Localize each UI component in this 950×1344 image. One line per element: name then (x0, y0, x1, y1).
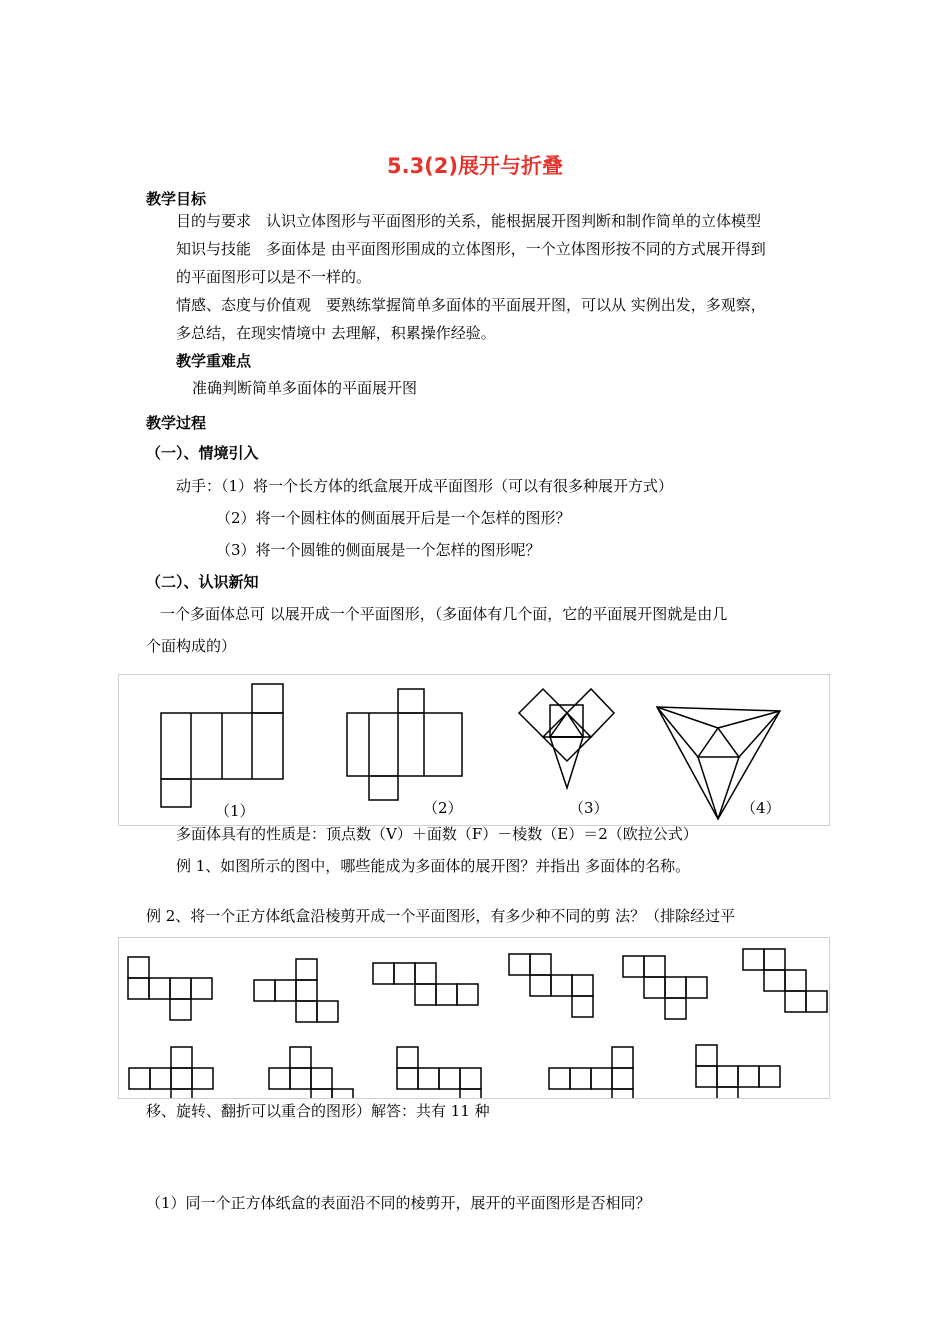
cube-net-square (696, 1066, 717, 1087)
section2-paragraph-line1: 一个多面体总可 以展开成一个平面图形，（多面体有几个面，它的平面展开图就是由几 (160, 605, 728, 623)
cube-net-square (572, 975, 593, 996)
net1-top-face (252, 684, 283, 713)
cube-net-5 (623, 956, 707, 1019)
objective-emotion-line2: 多总结，在现实情境中 去理解，积累操作经验。 (176, 324, 496, 342)
objective-knowledge-line1: 知识与技能 多面体是 由平面图形围成的立体图形，一个立体图形按不同的方式展开得到 (176, 240, 766, 258)
section1-heading: （一）、情境引入 (146, 444, 259, 462)
section2-paragraph-line2: 个面构成的） (146, 637, 237, 655)
cube-net-square (686, 977, 707, 998)
question1-text: （1）同一个正方体纸盒的表面沿不同的棱剪开，展开的平面图形是否相同？ (146, 1194, 651, 1212)
cube-net-square (129, 1068, 150, 1089)
net3-left-square (519, 689, 567, 737)
section2-heading: （二）、认识新知 (146, 573, 259, 591)
cube-net-square (373, 963, 394, 984)
cube-net-square (394, 963, 415, 984)
objective-goal: 目的与要求 认识立体图形与平面图形的关系，能根据展开图判断和制作简单的立体模型 (176, 212, 762, 230)
cube-net-square (149, 978, 170, 999)
cube-net-square (415, 984, 436, 1005)
net-label-1: （1） (215, 802, 255, 820)
cube-net-square (311, 1089, 332, 1098)
cube-net-square (644, 956, 665, 977)
cube-net-square (150, 1068, 171, 1089)
cube-net-8 (269, 1047, 353, 1098)
cube-net-square (418, 1068, 439, 1089)
process-heading: 教学过程 (146, 414, 207, 432)
cube-net-square (509, 954, 530, 975)
cube-net-square (439, 1068, 460, 1089)
example1-text: 例 1、如图所示的图中，哪些能成为多面体的展开图？并指出 多面体的名称。 (176, 857, 691, 875)
net2-bottom-face (369, 776, 398, 800)
cube-net-11 (696, 1045, 780, 1098)
net3-right-square (567, 689, 614, 737)
cube-net-square (460, 1089, 481, 1098)
net2-top-face (398, 689, 424, 713)
section1-item1: 动手：（1）将一个长方体的纸盒展开成平面图形（可以有很多种展开方式） (176, 477, 674, 495)
euler-formula: 多面体具有的性质是：顶点数（V）＋面数（F）－棱数（E）＝2（欧拉公式） (176, 825, 698, 843)
cube-net-square (254, 980, 275, 1001)
cube-net-square (759, 1066, 780, 1087)
cube-net-square (436, 984, 457, 1005)
cube-net-4 (509, 954, 593, 1017)
cube-net-square (460, 1068, 481, 1089)
cube-net-square (171, 1089, 192, 1098)
cube-net-square (397, 1068, 418, 1089)
objective-emotion-line1: 情感、态度与价值观 要熟练掌握简单多面体的平面展开图，可以从 实例出发，多观察， (176, 296, 766, 314)
polyhedron-nets-figure (118, 674, 830, 826)
cube-net-square (549, 1068, 570, 1089)
cube-net-square (128, 978, 149, 999)
cube-net-9 (397, 1047, 481, 1098)
cube-net-square (764, 970, 785, 991)
section1-item2: （2）将一个圆柱体的侧面展开后是一个怎样的图形？ (216, 509, 571, 527)
page-title: 5.3(2)展开与折叠 (386, 154, 563, 178)
objective-knowledge-line2: 的平面图形可以是不一样的。 (176, 268, 372, 286)
cube-net-square (290, 1047, 311, 1068)
cube-net-3 (373, 963, 478, 1005)
net-label-3: （3） (569, 799, 609, 817)
section1-item3: （3）将一个圆锥的侧面展是一个怎样的图形呢？ (216, 541, 541, 559)
cube-net-square (457, 984, 478, 1005)
key-points-heading: 教学重难点 (176, 352, 252, 370)
net1-bottom-face (161, 779, 191, 807)
cube-net-square (572, 996, 593, 1017)
key-points-text: 准确判断简单多面体的平面展开图 (192, 379, 418, 397)
net3-top-triangle (543, 737, 591, 761)
cube-net-square (806, 991, 827, 1012)
cube-net-2 (254, 959, 338, 1022)
cube-net-square (415, 963, 436, 984)
net4-inner-triangle (698, 728, 739, 757)
cube-net-square (696, 1045, 717, 1066)
cube-net-square (717, 1066, 738, 1087)
cube-net-square (623, 956, 644, 977)
cube-nets-drawing (119, 938, 829, 1098)
cube-net-square (665, 998, 686, 1019)
cube-net-square (170, 978, 191, 999)
cube-net-square (785, 991, 806, 1012)
cube-net-square (290, 1068, 311, 1089)
example2-text-line1: 例 2、将一个正方体纸盒沿棱剪开成一个平面图形，有多少种不同的剪 法？（排除经过平 (146, 907, 736, 925)
cube-net-square (570, 1068, 591, 1089)
cube-net-square (551, 975, 572, 996)
cube-net-square (743, 949, 764, 970)
example2-text-line2: 移、旋转、翻折可以重合的图形）解答：共有 11 种 (146, 1102, 490, 1120)
cube-nets-figure (118, 937, 830, 1099)
cube-net-square (128, 957, 149, 978)
cube-net-square (192, 1068, 213, 1089)
cube-net-square (665, 977, 686, 998)
cube-net-square (296, 1001, 317, 1022)
cube-net-square (397, 1047, 418, 1068)
cube-net-7 (129, 1047, 213, 1098)
cube-net-square (785, 970, 806, 991)
cube-net-square (332, 1089, 353, 1098)
cube-net-square (311, 1068, 332, 1089)
net2-body (347, 713, 462, 776)
cube-net-square (612, 1047, 633, 1068)
cube-net-square (296, 959, 317, 980)
cube-net-square (530, 975, 551, 996)
cube-net-square (764, 949, 785, 970)
cube-net-square (296, 980, 317, 1001)
net-label-2: （2） (423, 799, 463, 817)
cube-net-square (269, 1068, 290, 1089)
net3-middle-square (550, 705, 583, 737)
cube-net-square (317, 1001, 338, 1022)
cube-net-square (171, 1047, 192, 1068)
cube-net-square (612, 1068, 633, 1089)
cube-net-square (612, 1089, 633, 1098)
cube-net-square (717, 1087, 738, 1098)
cube-net-1 (128, 957, 212, 1020)
net-label-4: （4） (741, 799, 781, 817)
cube-net-square (644, 977, 665, 998)
objectives-heading: 教学目标 (146, 190, 207, 208)
cube-net-square (171, 1068, 192, 1089)
cube-net-square (738, 1066, 759, 1087)
cube-net-square (275, 980, 296, 1001)
cube-net-10 (549, 1047, 633, 1098)
cube-net-6 (743, 949, 827, 1012)
cube-net-square (170, 999, 191, 1020)
cube-net-square (591, 1068, 612, 1089)
cube-net-square (191, 978, 212, 999)
net3-bottom-triangle (550, 737, 583, 788)
cube-net-square (530, 954, 551, 975)
